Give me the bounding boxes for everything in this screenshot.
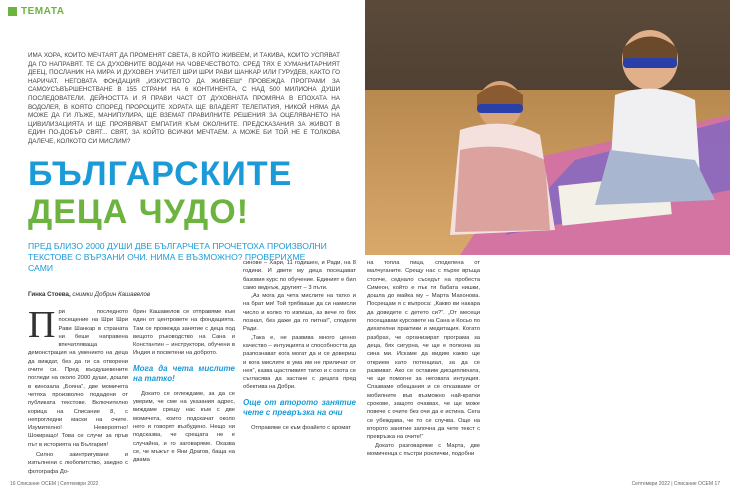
column-2-subheading: Мога да чета мислите на татко! <box>133 363 235 383</box>
section-tag <box>8 6 65 17</box>
column-2-text-b: Докато се оглеждаме, за да се уверим, че сме на указания адрес, виждаме срещу нас към с две момичета, които подскачат около него и говорят възбудено. Нещо ни подсказва, че срещата не е случайна, и го заговаряме. Оказва се, че мъжът е Яни Драгов, баща на двама <box>133 390 235 464</box>
column-3-text-c: „Така е, не развива много ценно качество – интуицията и способността да разпознават кога могат да и се довериш и кога мислите в ума им не приличат от нея“, казва щастливият татко и с охота се съгласява да застане с децата пред обектива на Добри. <box>243 334 356 391</box>
drop-cap: П <box>28 304 56 346</box>
footer-left: 16 Списание ОСЕМ | Септември 2022 <box>10 481 99 487</box>
headline <box>28 155 292 231</box>
footer-right: Септември 2022 | Списание ОСЕМ 17 <box>631 481 720 487</box>
byline-author: Гинка Стоева, <box>28 291 71 298</box>
column-3-subheading: Още от второто занятие чете с превръзка на очи <box>243 397 356 417</box>
column-1-text-b: Силно заинтригувани и изпълнени с любопитство, заедно с фотографа До- <box>28 452 128 475</box>
section-label: ТЕМАТА <box>21 6 65 17</box>
headline-line-2: ДЕЦА ЧУДО! <box>28 193 250 231</box>
section-square-icon <box>8 7 17 16</box>
headline-line-1: БЪЛГАРСКИТЕ <box>28 155 293 193</box>
column-2-text: брин Кашавелов се отправяме към един от центровете на фондацията. Там се провежда занятие с деца под вещото ръководство на Сана и Константин – инструктори, обучени в Индия и посветени на доброто. <box>133 309 235 357</box>
intro-paragraph: ИМА ХОРА, КОИТО МЕЧТАЯТ ДА ПРОМЕНЯТ СВЕТА, В КОЙТО ЖИВЕЕМ, И ТАКИВА, КОИТО УСПЯВАТ ДА ГО НАПРАВЯТ. ТЕ СА ДУХОВНИТЕ ВОДАЧИ НА ЧОВЕЧЕСТВОТО. СРЕД ТЯХ Е ХУМАНИТАРНИЯТ ДЕЕЦ, ПОСЛАНИК НА МИРА И ДУХОВЕН УЧИТЕЛ ШРИ ШРИ РАВИ ШАНКАР ИЛИ ГУРУДЕВ, КАКТО ГО НАРИЧАТ. НЕГОВАТА ФОНДАЦИЯ „ИЗКУСТВОТО ДА ЖИВЕЕШ“ ПРОВЕЖДА ПРОГРАМИ ЗА САМОУСЪВЪРШЕНСТВАНЕ В 155 СТРАНИ НА 6 КОНТИНЕНТА, С НАД 500 МИЛИОНА ДУШИ ПОСЛЕДОВАТЕЛИ. ДЕЙНОСТТА И Я ПРАВИ ЧАСТ ОТ ДУХОВНАТА ПРОМЯНА В ЕПОХАТА НА ВОДОЛЕЯ, В КОЯТО СПОРЕД ПРОРОЦИТЕ ХОРАТА ЩЕ ВЛАДЕЯТ ТЕЛЕПАТИЯ, НИКОЙ НЯМА ДА МОЖЕ ДА ГИ ЛЪЖЕ, МАНИПУЛИРА, ЩЕ ВЗЕМАТ ПРАВИЛНИТЕ РЕШЕНИЯ ЗА ОЦЕЛЯВАНЕТО НА ЦИВИЛИЗАЦИЯТА И ЩЕ ПРОЯВЯВАТ ЕМПАТИЯ КЪМ ОКОЛНИТЕ. ПРЕДСКАЗАНИЯ ЗА ЖИВОТ В ЕДИН ПО-ДОБЪР СВЯТ... СВЯТ, ЗА КОЙТО ВСИЧКИ МЕЧТАЕМ. А МОЖЕ БИ ТОЙ НЕ Е ТОЛКОВА ДАЛЕЧЕ, КОЛКОТО СИ МИСЛИМ? <box>28 52 340 145</box>
column-3-text-d: Отправяме се към фоайето с аромат <box>251 424 352 431</box>
article-column-2 <box>133 308 235 464</box>
column-3-text-b: „Аз мога да чета мислите на татко и на брат ми! Той трябваше да си намисли число и колко то изпиша, аз вече го бях познал, без даже да го питна!“, споделя Ради. <box>243 293 356 333</box>
column-3-text: синове – Хари, 11 годишен, и Ради, на 8 години. И двете му деца посещават базовия курс по обучение. Единият е бил само веднъж, другият – 3 пъти. <box>243 260 356 291</box>
byline <box>28 291 150 298</box>
byline-photo-credit: снимки Добрин Кашавелов <box>72 291 151 298</box>
column-4-text-b: Докато разговаряме с Марта, две момиченца с пъстри роклички, подобни <box>367 442 480 457</box>
article-column-4 <box>367 259 480 458</box>
article-column-1 <box>28 304 128 476</box>
children-reading-photo <box>365 0 730 255</box>
column-1-text: ри последното посещение на Шри Шри Рави Шанкар в страната ни беше направена впечатляваща демонстрация на умението на деца да виждат, без да ги са отворени очите си. Пред въодушевените погледи на около 2000 души, дошли в кинозала „Бояна“, две момичета четяха произволно подадени от публиката текстове. Включително корица на Списание 8, с непрогледни маски на очите. Изумително! Невероятно! Шокиращо! Това се случи за пръв път в историята на България! <box>28 309 128 448</box>
article-column-3 <box>243 259 356 432</box>
subheadline: ПРЕД БЛИЗО 2000 ДУШИ ДВЕ БЪЛГАРЧЕТА ПРОЧЕТОХА ПРОИЗВОЛНИ ТЕКСТОВЕ С ВЪРЗАНИ ОЧИ. НИМА Е ВЪЗМОЖНО? ПРОВЕРИХМЕ САМИ <box>28 241 327 273</box>
column-4-text: на топла пица, споделена от малчуганите. Срещу нас с пърхе връща столче, седнало съседът на пробеста Симеон, който е пък тя бабата нишки, дошла до майка му – Марта Махонова. Посрещам я с въпроса: „Какво ви накара да доведете с детето си?“. „От месеци посещавам курсовете на Сана и Косьо по дихателни практики и медитация. Когато разбрах, че организират програма за деца, бях сигурна, че ще е полезна за сина ми. Искаме да видим какво ще открием като потенциал, за да се развиват. Ако се оставим дисциплината, че ще помогне за неговата интуиция. Спазваме обещания и се отказваме от мобилните във възможно най-кратки срокове, защото очаквах, че ще може повече с очите без очи да е истина. Сега се убеждава, че то се случва. Още на второто занятие започна да чете текст с превръзка на очите!“ <box>367 260 480 441</box>
